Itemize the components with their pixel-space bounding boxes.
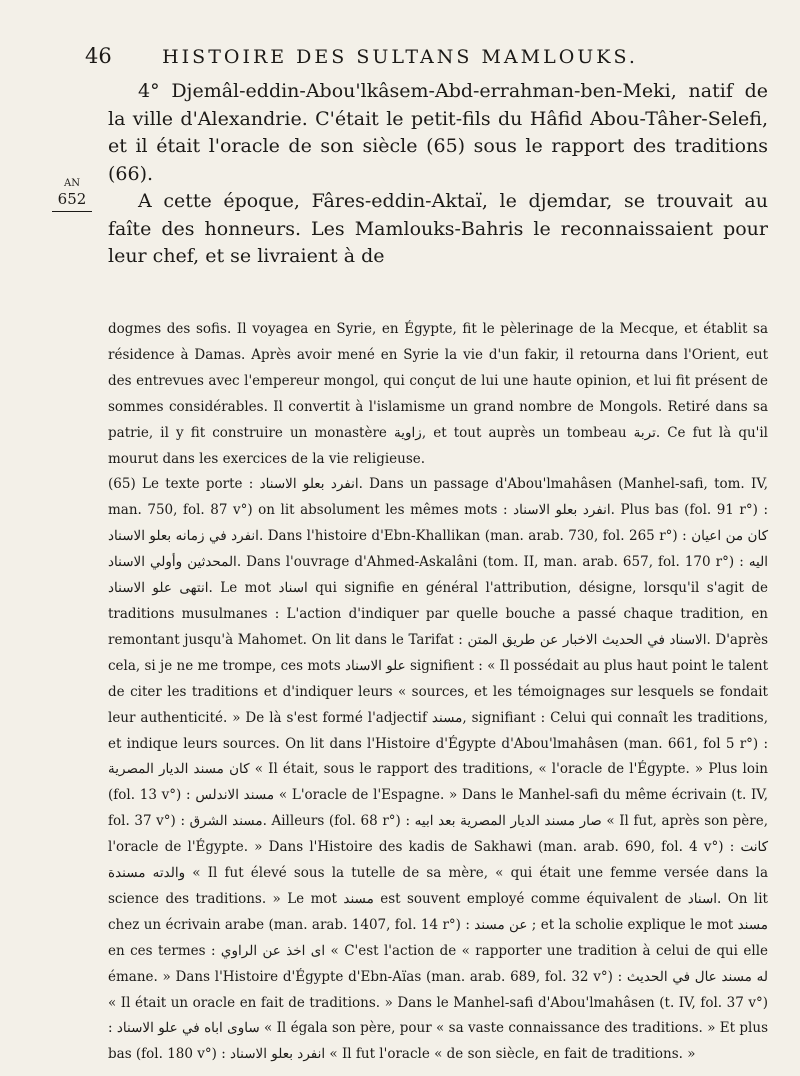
page-header bbox=[0, 44, 800, 70]
margin-rule bbox=[52, 211, 92, 212]
footnotes bbox=[108, 317, 768, 1068]
paragraph-2: A cette époque, Fâres-eddin-Aktaï, le djemdar, se trouvait au faîte des honneurs. Les Mamlouks-Bahris le reconnaissaient pour leur chef, et se livraient à de bbox=[108, 190, 768, 267]
margin-year-note bbox=[52, 178, 92, 212]
footnote-65: (65) Le texte porte : انفرد بعلو الاسناد. Dans un passage d'Abou'lmahâsen (Manhel-safi, tom. IV, man. 750, fol. 87 v°) on lit absolument les mêmes mots : انفرد بعلو الاسناد. Plus bas (fol. 91 r°) : انفرد في زمانه بعلو الاسناد. Dans l'histoire d'Ebn-Khallikan (man. arab. 730, fol. 265 r°) : كان من اعيان المحدثين وأولي الاسناد. Dans l'ouvrage d'Ahmed-Askalâni (tom. II, man. arab. 657, fol. 170 r°) : اليه انتهى علو الاسناد. Le mot اسناد qui signifie en général l'attribution, désigne, lorsqu'il s'agit de traditions musulmanes : L'action d'indiquer par quelle bouche a passé chaque tradition, en remontant jusqu'à Mahomet. On lit dans le Tarifat : الاسناد في الحديث الاخبار عن طريق المتن. D'après cela, si je ne me trompe, ces mots علو الاسناد signifient : « Il possédait au plus haut point le talent de citer les traditions et d'indiquer leurs « sources, et les témoignages sur lesquels se fondait leur authenticité. » De là s'est formé l'adjectif مسند, signifiant : Celui qui connaît les traditions, et indique leurs sources. On lit dans l'Histoire d'Égypte d'Abou'lmahâsen (man. 661, fol 5 r°) : كان مسند الديار المصرية « Il était, sous le rapport des traditions, « l'oracle de l'Égypte. » Plus loin (fol. 13 v°) : مسند الاندلس « L'oracle de l'Espagne. » Dans le Manhel-safi du même écrivain (t. IV, fol. 37 v°) : مسند الشرق. Ailleurs (fol. 68 r°) : صار مسند الديار المصرية بعد ابيه « Il fut, après son père, l'oracle de l'Égypte. » Dans l'Histoire des kadis de Sakhawi (man. arab. 690, fol. 4 v°) : كانت والدته مسندة « Il fut élevé sous la tutelle de sa mère, « qui était une femme versée dans la science des traditions. » Le mot مسند est souvent employé comme équivalent de اسناد. On lit chez un écrivain arabe (man. arab. 1407, fol. 14 r°) : عن مسند ; et la scholie explique le mot مسند en ces termes : اى اخذ عن الراوي « C'est l'action de « rapporter une tradition à celui de qui elle émane. » Dans l'Histoire d'Égypte d'Ebn-Aïas (man. arab. 689, fol. 32 v°) : له مسند عال في الحديث « Il était un oracle en fait de traditions. » Dans le Manhel-safi d'Abou'lmahâsen (t. IV, fol. 37 v°) : ساوى اباه في علو الاسناد « Il égala son père, pour « sa vaste connaissance des traditions. » Et plus bas (fol. 180 v°) : انفرد بعلو الاسناد « Il fut l'oracle « de son siècle, en fait de traditions. » bbox=[108, 476, 769, 1063]
margin-an-label: AN bbox=[64, 178, 80, 189]
paragraph-1: 4° Djemâl-eddin-Abou'lkâsem-Abd-errahman-ben-Meki, natif de la ville d'Alexandrie. C'était le petit-fils du Hâfid Abou-Tâher-Selefi, et il était l'oracle de son siècle (65) sous le rapport des traditions (66). bbox=[108, 80, 768, 185]
page-number: 46 bbox=[85, 44, 112, 68]
footnote-continuation: dogmes des sofis. Il voyagea en Syrie, en Égypte, fit le pèlerinage de la Mecque, et établit sa résidence à Damas. Après avoir mené en Syrie la vie d'un fakir, il retourna dans l'Orient, eut des entrevues avec l'empereur mongol, qui conçut de lui une haute opinion, et lui fit présent de sommes considérables. Il convertit à l'islamisme un grand nombre de Mongols. Retiré dans sa patrie, il y fit construire un monastère زاوية, et tout auprès un tombeau تربة. Ce fut là qu'il mourut dans les exercices de la vie religieuse. bbox=[108, 321, 768, 467]
main-text bbox=[108, 78, 768, 271]
margin-year: 652 bbox=[57, 190, 87, 208]
running-head: HISTOIRE DES SULTANS MAMLOUKS. bbox=[162, 46, 638, 68]
